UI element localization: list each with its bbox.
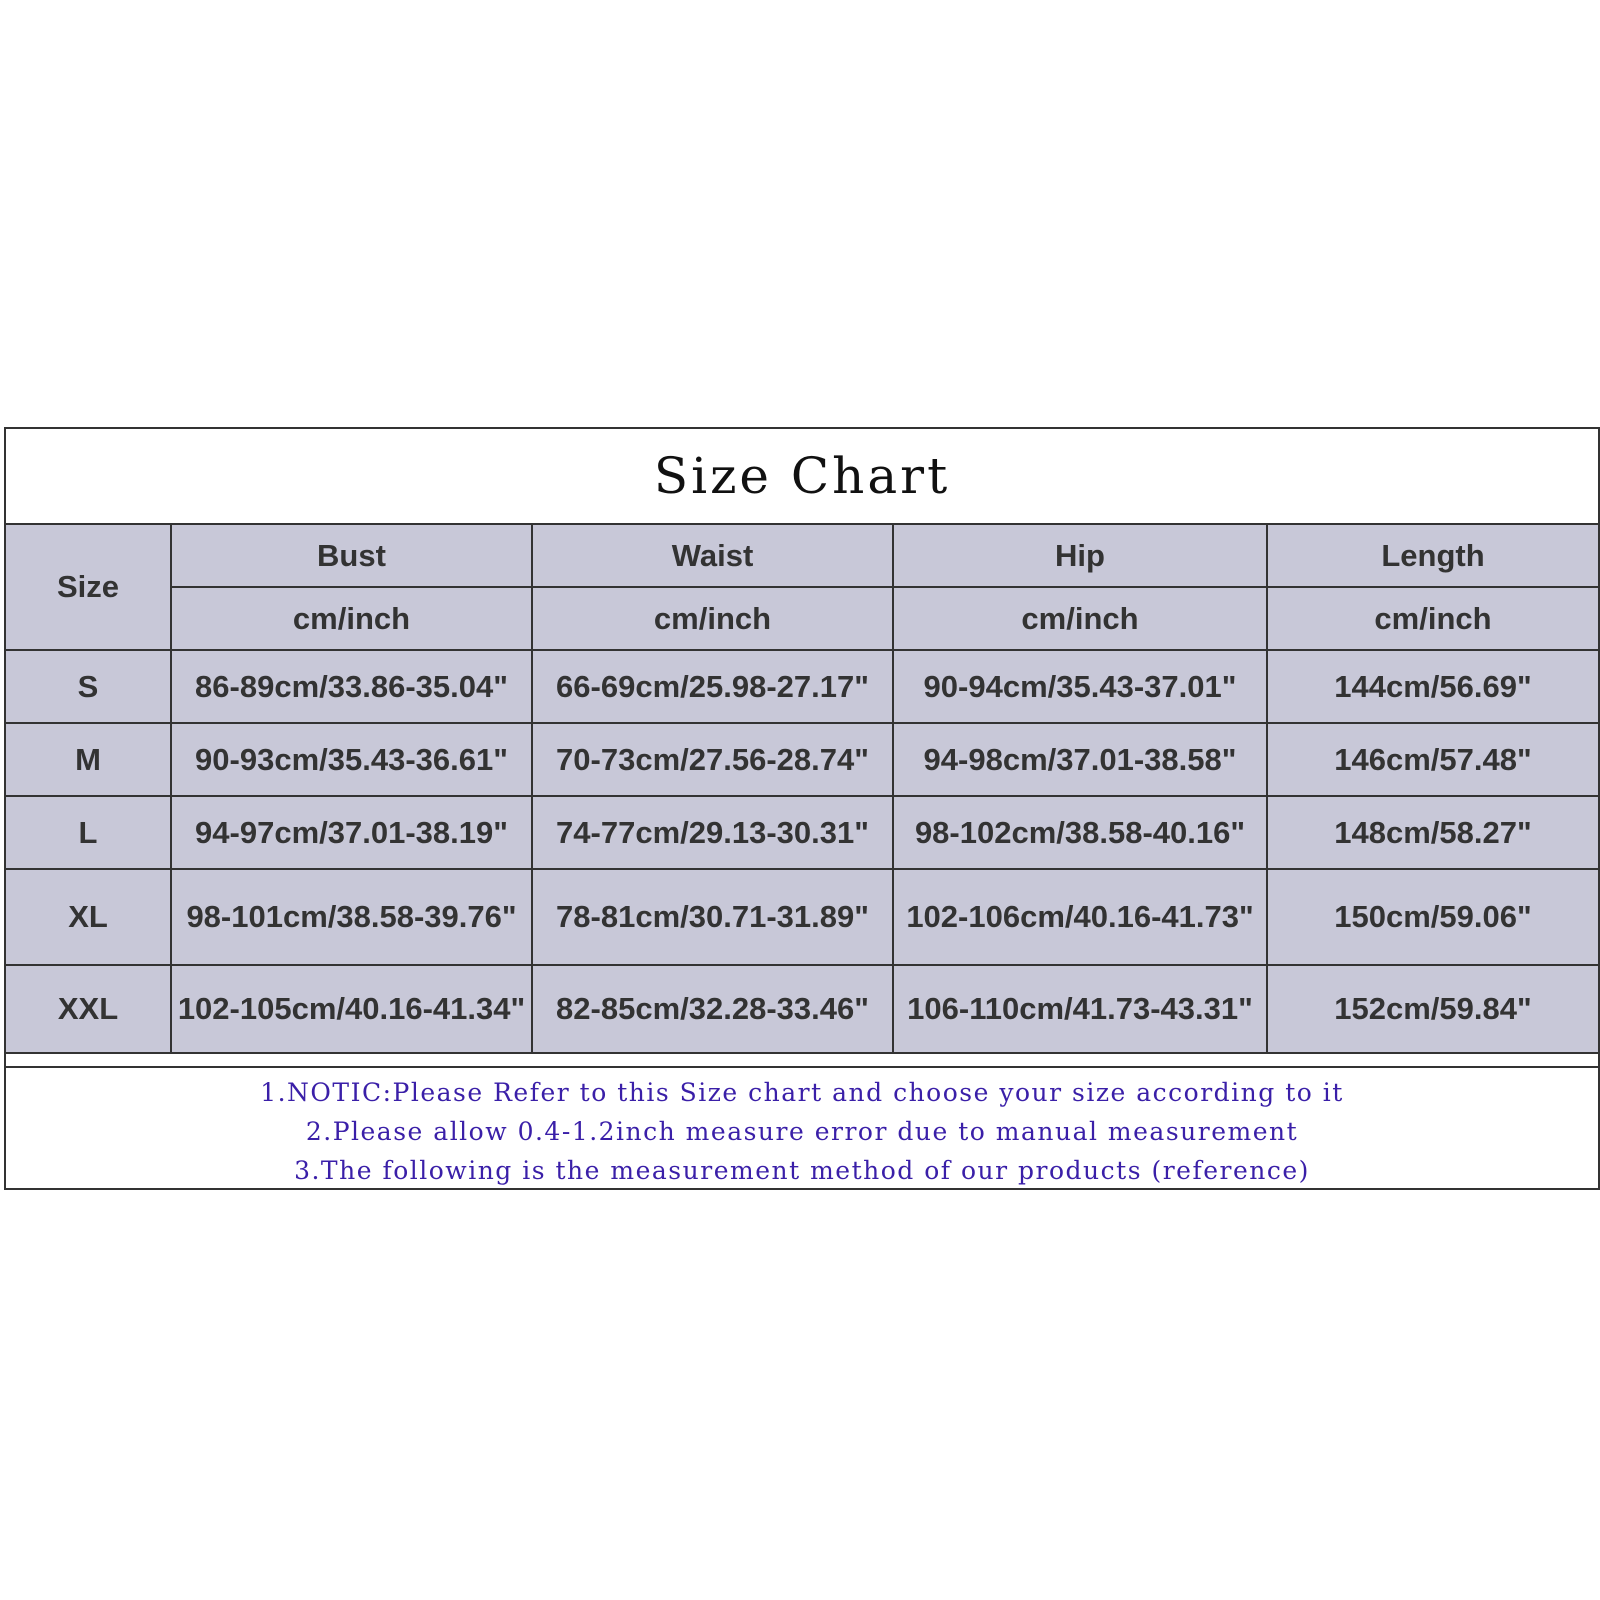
note-line: 1.NOTIC:Please Refer to this Size chart and choose your size according to it xyxy=(260,1078,1344,1107)
length-unit-label: cm/inch xyxy=(1267,587,1598,650)
size-cell: XXL xyxy=(6,965,171,1053)
length-cell: 144cm/56.69" xyxy=(1267,650,1598,723)
hip-cell: 98-102cm/38.58-40.16" xyxy=(893,796,1267,869)
waist-cell: 70-73cm/27.56-28.74" xyxy=(532,723,893,796)
bust-cell: 94-97cm/37.01-38.19" xyxy=(171,796,532,869)
bust-cell: 90-93cm/35.43-36.61" xyxy=(171,723,532,796)
hip-cell: 94-98cm/37.01-38.58" xyxy=(893,723,1267,796)
size-chart xyxy=(4,427,1600,1190)
size-cell: XL xyxy=(6,869,171,965)
table-row xyxy=(6,869,1598,965)
chart-title: Size Chart xyxy=(6,429,1598,525)
bust-unit-label: cm/inch xyxy=(171,587,532,650)
length-cell: 152cm/59.84" xyxy=(1267,965,1598,1053)
length-cell: 150cm/59.06" xyxy=(1267,869,1598,965)
hip-cell: 106-110cm/41.73-43.31" xyxy=(893,965,1267,1053)
bust-cell: 102-105cm/40.16-41.34" xyxy=(171,965,532,1053)
size-column-header: Size xyxy=(6,525,171,650)
unit-row xyxy=(6,587,1598,650)
size-cell: M xyxy=(6,723,171,796)
hip-unit-label: cm/inch xyxy=(893,587,1267,650)
size-cell: L xyxy=(6,796,171,869)
bust-column-header: Bust xyxy=(171,525,532,587)
waist-column-header: Waist xyxy=(532,525,893,587)
table-row xyxy=(6,650,1598,723)
note-line: 3.The following is the measurement method of our products (reference) xyxy=(294,1156,1310,1185)
header-row xyxy=(6,525,1598,587)
length-cell: 146cm/57.48" xyxy=(1267,723,1598,796)
size-table xyxy=(6,525,1598,1054)
waist-cell: 82-85cm/32.28-33.46" xyxy=(532,965,893,1053)
length-cell: 148cm/58.27" xyxy=(1267,796,1598,869)
table-row xyxy=(6,796,1598,869)
notes-section xyxy=(6,1066,1598,1190)
length-column-header: Length xyxy=(1267,525,1598,587)
bust-cell: 86-89cm/33.86-35.04" xyxy=(171,650,532,723)
waist-cell: 78-81cm/30.71-31.89" xyxy=(532,869,893,965)
bust-cell: 98-101cm/38.58-39.76" xyxy=(171,869,532,965)
size-cell: S xyxy=(6,650,171,723)
waist-cell: 66-69cm/25.98-27.17" xyxy=(532,650,893,723)
waist-cell: 74-77cm/29.13-30.31" xyxy=(532,796,893,869)
table-row xyxy=(6,723,1598,796)
note-line: 2.Please allow 0.4-1.2inch measure error due to manual measurement xyxy=(305,1117,1299,1146)
hip-cell: 102-106cm/40.16-41.73" xyxy=(893,869,1267,965)
waist-unit-label: cm/inch xyxy=(532,587,893,650)
table-row xyxy=(6,965,1598,1053)
hip-cell: 90-94cm/35.43-37.01" xyxy=(893,650,1267,723)
hip-column-header: Hip xyxy=(893,525,1267,587)
